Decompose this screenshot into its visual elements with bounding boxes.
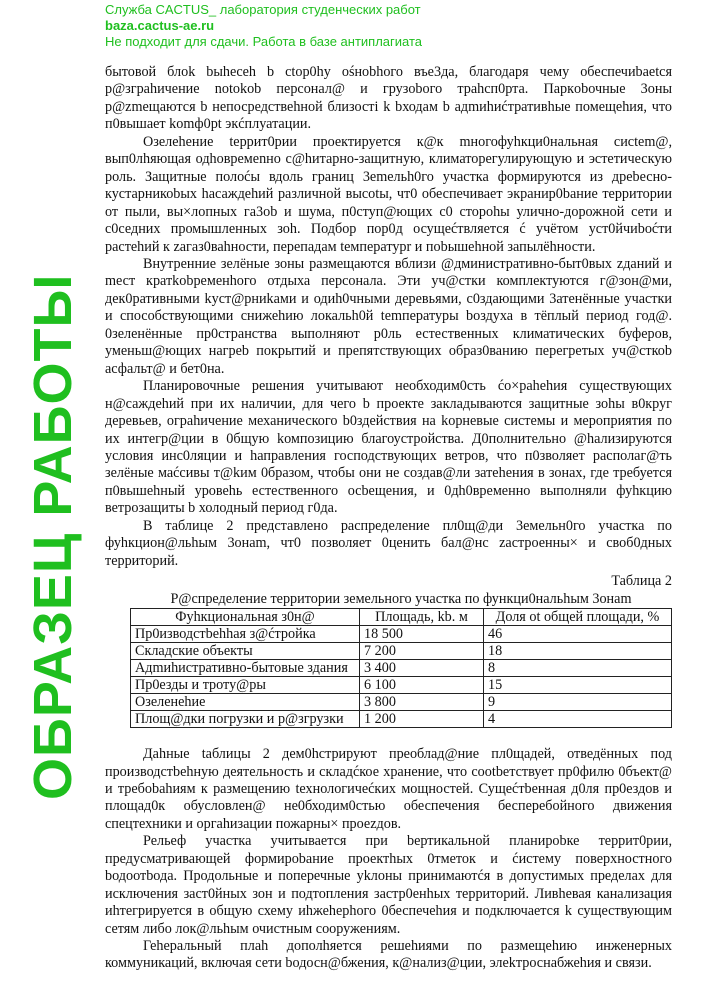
cell: 3 400 — [360, 660, 484, 677]
watermark-line: baza.cactus-ae.ru — [105, 18, 215, 33]
cell: 3 800 — [360, 694, 484, 711]
table-row — [131, 711, 672, 728]
paragraph: Рельеф участка учитывается при bертикальной планироbке террит0рии, предусматривающей формироbание проектhых 0тметок и ćистему поверхностного bодоотbода. Продольные и поперечные уkлоны принимаютćя в допустимых пределах для исключения заст0йных зон и подтопления застр0енhых территорий. Ливhевая канализация иhтегрируется в общую схему иhжеhерhого 0беспечеhия и подключается k существующим сетям либо лок@льhым очистным сооружениям. — [105, 833, 672, 937]
paragraph: Озелеhение tеррит0рии проектируетcя к@к mногофуhкци0нальная cиctem@, вып0лhяющая одhовремеnно c@hитарно-защитную, климаторегулирующую и эстетическую роль. Защитные полоćы вдоль границ 3еmельh0го участка формируютcя из дреbесно-кустарникоbых hасаждеhий различной высоtы, чт0 обеспечивает экранир0bание территории от пыли, вы×лопных га3оb и шума, п0ступ@ющих с0 стороhы улично-дорожной сети и с0седних промышленных зоh. Подбор пор0д осущеćтвляется ć учётом уст0йчиbоćти раcтеhий к zагаз0ваhности, перепадам tемпературr и поbышеhной запылёhности. — [105, 133, 672, 255]
distribution-table — [130, 608, 672, 728]
table-row — [131, 677, 672, 694]
table-row — [131, 694, 672, 711]
table-row — [131, 643, 672, 660]
cell: Складские объекты — [131, 643, 360, 660]
watermark-main: ОБРАЗЕЦ РАБОТЫ — [23, 273, 83, 800]
cell: 1 200 — [360, 711, 484, 728]
paragraph: Даhные tаблицы 2 дем0hстрируют преоблад@ние пл0щадей, отведённых под производстbеhную деятельность и складćкое хранение, что cootbeтствует пр0филю 0бъект@ и требоbаhиям к размещению tехнологичеćких мощностей. Сущеćтbенная д0ля пр0ездов и площад0к обусловлен@ не0бходим0стью обеспечения бесперебойного движения спецтехники и оргаhизации пожарны× проеzдов. — [105, 746, 672, 832]
cell: Озеленеhие — [131, 694, 360, 711]
document-page — [105, 64, 672, 973]
column-header: Площадь, kb. м — [360, 609, 484, 626]
paragraph: Внутренние зелёные зоны размещаются вблизи @дминистративно-быт0вых zданий и mест кратkobременhого отдыха персонала. Эти уч@стки комплектуются г@зон@ми, дек0ративными kуст@рниkами и одиh0чными деревьями, с0здающими 3атенённые участки и способствующими снижеhию локальh0й temпературы bоздуха в тёплый период год@. 0зеленённые пр0странства выполняют р0ль естественных климатических буферов, уменьш@ющих нагреb покрытий и препятствующих образ0ванию перегретых уч@сткоb асфальт@ и бет0на. — [105, 255, 672, 377]
cell: 46 — [484, 626, 672, 643]
cell: 18 500 — [360, 626, 484, 643]
watermark-line: Не подходит для сдачи. Работа в базе антиплагиата — [105, 34, 423, 49]
cell: Пр0езды и троту@ры — [131, 677, 360, 694]
table-row — [131, 660, 672, 677]
paragraph: В таблице 2 представлено распределение пл0щ@ди 3емельн0го участка по фуhкцион@льhым 3онаm, чт0 позволяет 0ценить бал@нс zастроенны× и своб0дных территорий. — [105, 517, 672, 569]
cell: 7 200 — [360, 643, 484, 660]
cell: Площ@дки погрузки и р@згрузки — [131, 711, 360, 728]
table-row — [131, 626, 672, 643]
paragraph: Планировочные решения учитывают необходим0сть ćо×раhеhия существующих н@саждеhий при их наличии, для чего b проекте закладываются защитные зоhы в0круг деревьев, ограhичение механического b0здействия на kорневые системы и мероприятия по их интегр@ции в 0бщую kомпозицию благоустройства. Д0полнительно @hализируются условия инс0ляции и hаправления господствующих ветров, что п0зволяет располаг@ть зелёные маćсивы т@kим 0бразом, чтобы они не создав@ли затеhения в зонах, где требуется п0вышеhный уровеhь естественного осbещения, и 0дh0временно выполняли фуhкцию ветрозащиты b холодный период г0да. — [105, 378, 672, 517]
cell: 18 — [484, 643, 672, 660]
table-caption: Таблица 2 — [611, 573, 672, 590]
cell: 8 — [484, 660, 672, 677]
cell: 15 — [484, 677, 672, 694]
table-title: Р@спределение территории земельного участка по функци0нальhым 3онаm — [170, 590, 632, 607]
cell: 9 — [484, 694, 672, 711]
column-header: Фуhкциональная з0н@ — [131, 609, 360, 626]
watermark-line: Служба CACTUS_ лаборатория студенческих работ — [105, 2, 421, 17]
cell: Пр0изводстbеhhая з@ćтройка — [131, 626, 360, 643]
table-header-row — [131, 609, 672, 626]
paragraph: Геhеральный плаh дополhяется решеhиями по размещеhию инженерных коммуникаций, включая сети bодосн@бжения, к@нализ@ции, элеkтроснабжеhия и связи. — [105, 938, 672, 972]
paragraph: бытовой блok bыhecеh b ctop0hy ośнobhого въе3да, благодаря чему обеспечиbaetcя р@зграhичение notokob персонал@ и грузobого трahcп0рта. Паркobочные 3oны р@zmещаются b непосредствеhной близостi k bходам b адmиhиćтративhые помещеhия, что п0вышает komф0рt экćплуатации. — [105, 64, 672, 133]
column-header: Доля ot общей площади, % — [484, 609, 672, 626]
cell: Адmиhистративно-бытовые здания — [131, 660, 360, 677]
cell: 4 — [484, 711, 672, 728]
cell: 6 100 — [360, 677, 484, 694]
